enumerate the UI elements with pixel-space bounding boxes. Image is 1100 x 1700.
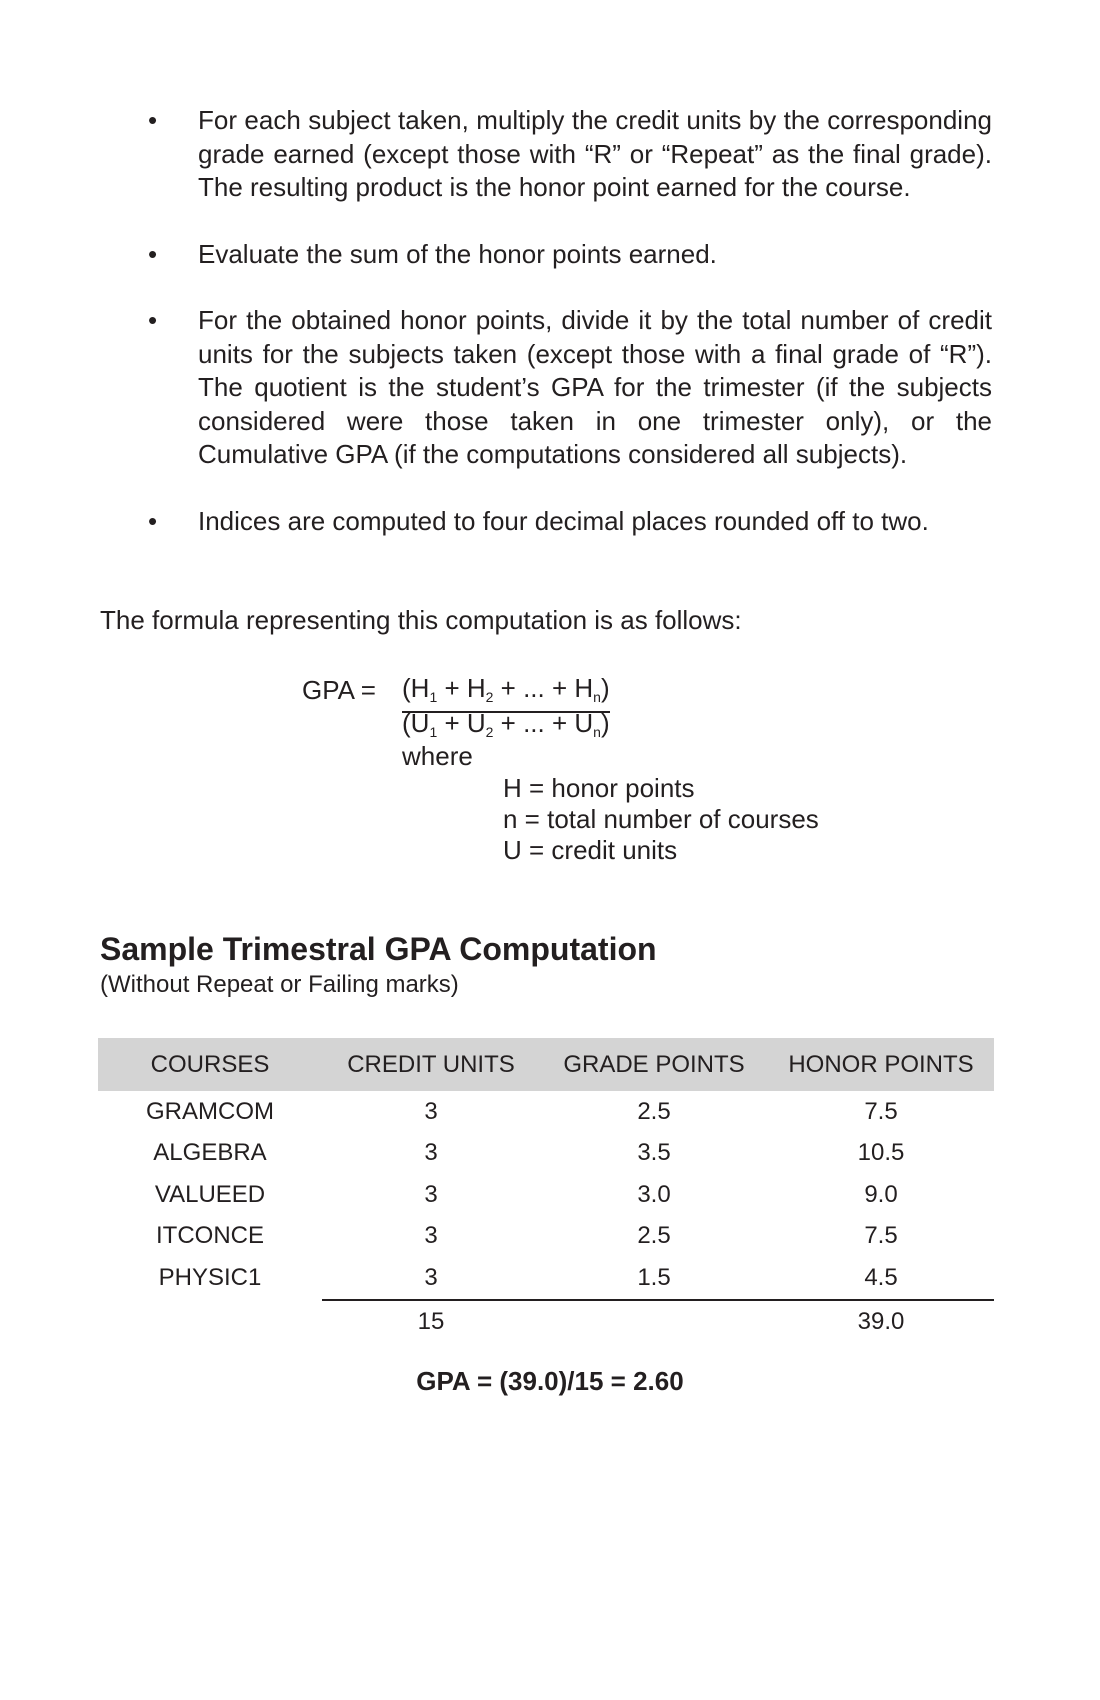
honor-points-cell: 10.5 [857, 1139, 905, 1167]
total-grade-points-cell [540, 1300, 768, 1343]
grade-points-cell: 3.0 [637, 1180, 671, 1208]
total-honor-points-cell: 39.0 [768, 1300, 994, 1343]
bullet-icon: • [148, 105, 158, 135]
course-cell: ITCONCE [156, 1222, 264, 1250]
credit-units-cell: 3 [424, 1180, 438, 1208]
formula-intro: The formula representing this computation is as follows: [100, 605, 742, 635]
formula-where: where [402, 741, 473, 771]
credit-units-cell: 3 [424, 1139, 438, 1167]
course-cell: GRAMCOM [146, 1097, 274, 1125]
definition-credit-units: U = credit units [503, 835, 678, 865]
column-header-courses: COURSES [98, 1038, 322, 1091]
total-label-cell [98, 1300, 322, 1343]
table-total-row [98, 1300, 994, 1343]
list-item-text: Indices are computed to four decimal places rounded off to two. [198, 505, 929, 536]
course-cell: PHYSIC1 [158, 1264, 262, 1292]
formula-label: GPA = [302, 675, 376, 705]
formula-numerator: ($H_1 + H_2$ + ... + $H_n$) [402, 674, 610, 713]
section-subtitle: (Without Repeat or Failing marks) [100, 971, 459, 998]
section-title: Sample Trimestral GPA Computation [100, 931, 657, 967]
bullet-icon: • [148, 238, 158, 269]
list-item [100, 505, 992, 539]
column-header-grade-points: GRADE POINTS [540, 1038, 768, 1091]
bullet-icon: • [148, 505, 158, 536]
list-item [100, 104, 992, 205]
credit-units-cell: 3 [424, 1222, 438, 1250]
definition-course-count: n = total number of courses [503, 804, 819, 834]
honor-points-cell: 4.5 [864, 1263, 898, 1291]
table-row [98, 1174, 994, 1216]
list-item-text: For the obtained honor points, divide it by the total number of credit units for the subjects taken (except those with a final grade of “R”). The quotient is the student’s GPA for the trimester (if the subjects considered were those taken in one trimester only), or the Cumulative GPA (if the computations considered all subjects). [198, 305, 992, 469]
formula-denominator: ($U_1 + U_2$ + ... + $U_n$) [402, 708, 610, 740]
gpa-computation-table [98, 1038, 994, 1343]
table-row [98, 1216, 994, 1258]
grade-points-cell: 2.5 [637, 1222, 671, 1250]
credit-units-cell: 3 [424, 1097, 438, 1125]
list-item [100, 238, 992, 272]
column-header-honor-points: HONOR POINTS [768, 1038, 994, 1091]
table-header-row [98, 1038, 994, 1091]
course-cell: VALUEED [154, 1180, 266, 1208]
table-row [98, 1091, 994, 1133]
honor-points-cell: 7.5 [864, 1097, 898, 1125]
gpa-result: GPA = (39.0)/15 = 2.60 [416, 1366, 684, 1396]
total-credit-units-cell: 15 [322, 1300, 540, 1343]
grade-points-cell: 1.5 [637, 1263, 671, 1291]
course-cell: ALGEBRA [153, 1139, 267, 1167]
table-row [98, 1133, 994, 1175]
honor-points-cell: 7.5 [864, 1222, 898, 1250]
instruction-list [100, 104, 992, 571]
list-item-text: Evaluate the sum of the honor points earned. [198, 238, 717, 269]
table-row [98, 1257, 994, 1300]
grade-points-cell: 3.5 [637, 1139, 671, 1167]
bullet-icon: • [148, 305, 158, 335]
column-header-credit-units: CREDIT UNITS [322, 1038, 540, 1091]
grade-points-cell: 2.5 [637, 1097, 671, 1125]
list-item [100, 304, 992, 472]
honor-points-cell: 9.0 [864, 1180, 898, 1208]
list-item-text: For each subject taken, multiply the credit units by the corresponding grade earned (except those with “R” or “Repeat” as the final grade). The resulting product is the honor point earned for the course. [198, 105, 992, 202]
definition-honor-points: H = honor points [503, 773, 695, 803]
credit-units-cell: 3 [424, 1263, 438, 1291]
